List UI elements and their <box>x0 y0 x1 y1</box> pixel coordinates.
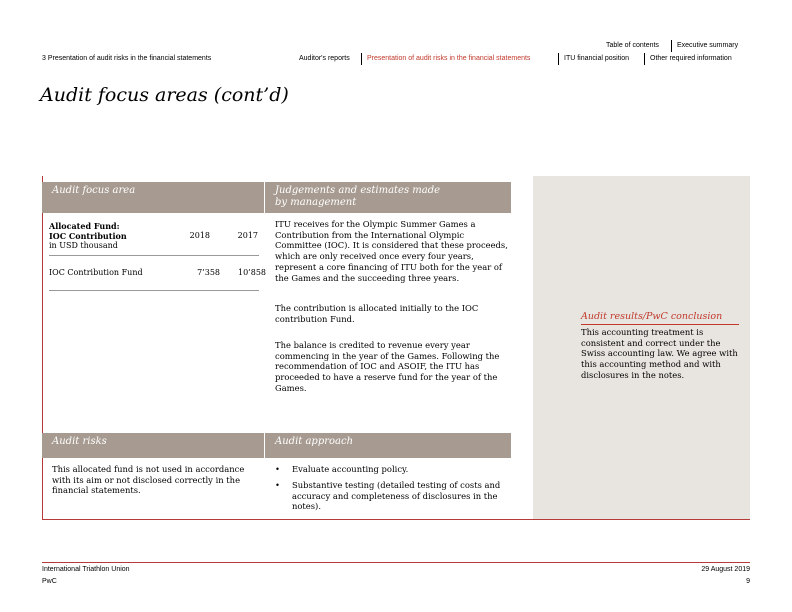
nav-separator <box>644 53 645 65</box>
focus-table-label: Allocated Fund: IOC Contribution <box>49 221 127 241</box>
row-label-ioc-fund: IOC Contribution Fund <box>49 268 143 277</box>
results-text: This accounting treatment is consistent and correct under the Swiss accounting law. We agree with this accounting method and with disclosures in the notes. <box>581 327 738 380</box>
footer-date: 29 August 2019 <box>701 566 750 573</box>
column-header-2018: 2018 <box>189 231 210 240</box>
column-header-2017: 2017 <box>237 231 258 240</box>
footer-firm: PwC <box>42 578 57 585</box>
footer-organization: International Triathlon Union <box>42 566 130 573</box>
nav-separator <box>671 40 672 52</box>
audit-risks-header: Audit risks <box>42 433 264 458</box>
nav-separator <box>361 53 362 65</box>
bullet-icon: • <box>275 480 280 490</box>
results-heading: Audit results/PwC conclusion <box>581 311 723 322</box>
table-footer-rule <box>49 290 259 291</box>
nav-executive-summary[interactable]: Executive summary <box>677 42 739 49</box>
value-2018: 7’358 <box>197 268 220 277</box>
section-title: 3 Presentation of audit risks in the financial statements <box>42 55 212 62</box>
nav-other-required-information[interactable]: Other required information <box>650 55 732 62</box>
nav-presentation-of-audit-risks[interactable]: Presentation of audit risks in the financial statements <box>367 55 531 62</box>
focus-area-header: Audit focus area <box>42 182 264 213</box>
approach-bullet-1: Evaluate accounting policy. <box>292 464 409 474</box>
judgements-paragraph-3: The balance is credited to revenue every year commencing in the year of the Games. Following the recommendation of IOC and ASOIF, the ITU has proceeded to have a reserve fund for the year of the Games. <box>275 340 500 393</box>
page-title: Audit focus areas (cont’d) <box>40 84 289 106</box>
audit-approach-header: Audit approach <box>265 433 511 458</box>
nav-itu-financial-position[interactable]: ITU financial position <box>564 55 629 62</box>
nav-table-of-contents[interactable]: Table of contents <box>606 42 659 49</box>
judgements-header: Judgements and estimates made by management <box>265 182 511 213</box>
focus-table-units: in USD thousand <box>49 241 118 250</box>
value-2017: 10’858 <box>238 268 266 277</box>
table-header-rule <box>49 255 259 256</box>
nav-separator <box>558 53 559 65</box>
bullet-icon: • <box>275 464 280 474</box>
nav-auditors-reports[interactable]: Auditor's reports <box>299 55 350 62</box>
judgements-paragraph-2: The contribution is allocated initially to the IOC contribution Fund. <box>275 303 479 324</box>
results-underline <box>581 324 739 325</box>
approach-bullet-2: Substantive testing (detailed testing of costs and accuracy and completeness of disclosures in the notes). <box>292 480 501 512</box>
audit-risks-text: This allocated fund is not used in accordance with its aim or not disclosed correctly in the financial statements. <box>52 464 245 496</box>
judgements-paragraph-1: ITU receives for the Olympic Summer Games a Contribution from the International Olympic Committee (IOC). It is considered that these proceeds, which are only received once every four years, represent a core financing of ITU both for the year of the Games and the succeeding three years. <box>275 219 508 283</box>
page-number: 9 <box>746 578 750 585</box>
footer-rule <box>42 562 750 563</box>
